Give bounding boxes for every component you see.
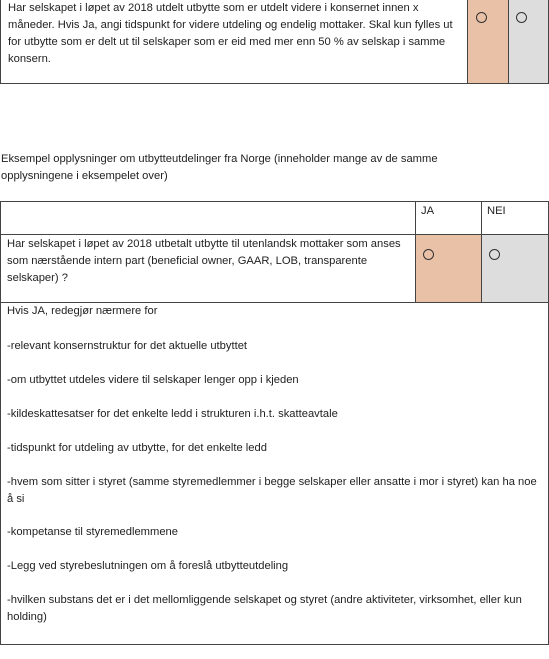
top-question-text: Har selskapet i løpet av 2018 utdelt utbytte som er utdelt videre i konsernet innen x måneder. Hvis Ja, angi tidspunkt for videre utdeling og endelig mottaker. Skal kun fylles ut for utbytte som er delt ut til selskaper som er eid med mer enn 50 % av selskap i samme konsern. [8,2,453,65]
intro-text: Eksempel opplysninger om utbytteutdelinger fra Norge (inneholder mange av de samme opplysningene i eksempelet over) [1,153,438,182]
details-item: -hvem som sitter i styret (samme styremedlemmer i begge selskaper eller ansatte i mor i styret) kan ha noe å si [7,476,537,505]
table-top-border [0,201,549,202]
ja-cell [415,234,481,302]
top-nei-cell [508,0,549,83]
details-item: -relevant konsernstruktur for det aktuelle utbyttet [7,340,248,352]
top-table-bottom-border [0,83,549,84]
top-ja-radio[interactable] [476,12,487,23]
table-col-divider-1 [415,201,416,303]
details-item: -tidspunkt for utdeling av utbytte, for det enkelte ledd [7,442,267,454]
table-header-divider [0,234,549,235]
table-left-border [0,201,1,645]
nei-radio[interactable] [489,249,500,260]
table-col-divider-2 [481,201,482,303]
details-heading: Hvis JA, redegjør nærmere for [7,305,158,317]
details-item: -kompetanse til styremedlemmene [7,526,178,538]
nei-cell [481,234,548,302]
top-table-left-border [0,0,1,84]
ja-radio[interactable] [423,249,434,260]
details-item: -Legg ved styrebeslutningen om å foreslå utbytteutdeling [7,560,289,572]
question-text: Har selskapet i løpet av 2018 utbetalt utbytte til utenlandsk mottaker som anses som nærstående intern part (beneficial owner, GAAR, LOB, transparente selskaper) ? [7,238,401,284]
top-table-col-divider-2 [508,0,509,84]
top-nei-radio[interactable] [516,12,527,23]
details-item: -om utbyttet utdeles videre til selskaper lenger opp i kjeden [7,374,299,386]
table-bottom-border [0,644,549,645]
details-item: -hvilken substans det er i det mellomliggende selskapet og styret (andre aktiviteter, virksomhet, eller kun holding) [7,594,522,623]
details-item: -kildeskattesatser for det enkelte ledd i strukturen i.h.t. skatteavtale [7,408,338,420]
top-table-col-divider-1 [467,0,468,84]
header-nei: NEI [487,205,506,217]
top-ja-cell [467,0,508,83]
header-ja: JA [421,205,435,217]
